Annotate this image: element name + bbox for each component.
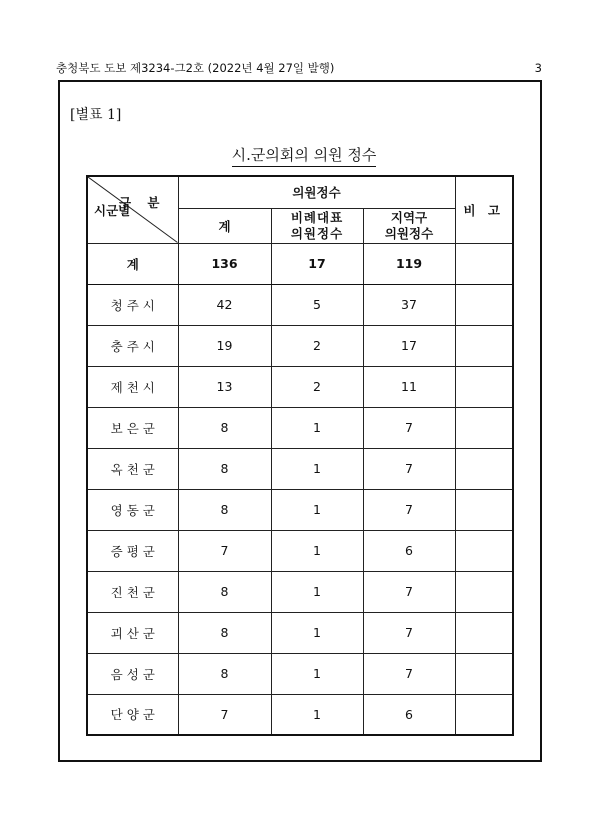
proportional-seats: 1 — [271, 530, 363, 571]
total-seats: 8 — [178, 612, 271, 653]
table-title — [0, 144, 608, 165]
proportional-seats: 1 — [271, 694, 363, 735]
table-row — [87, 284, 513, 325]
col-total-header: 계 — [178, 208, 271, 243]
total-row-district: 119 — [363, 243, 455, 284]
proportional-seats: 1 — [271, 653, 363, 694]
total-row — [87, 243, 513, 284]
remarks-cell — [455, 407, 513, 448]
remarks-header: 비 고 — [455, 176, 513, 243]
proportional-seats: 2 — [271, 366, 363, 407]
remarks-cell — [455, 366, 513, 407]
remarks-cell — [455, 489, 513, 530]
annex-label: [별표 1] — [70, 107, 122, 123]
total-seats: 8 — [178, 653, 271, 694]
total-seats: 8 — [178, 448, 271, 489]
district-seats: 6 — [363, 694, 455, 735]
proportional-seats: 1 — [271, 407, 363, 448]
table-row — [87, 366, 513, 407]
region-name: 진 천 군 — [87, 571, 178, 612]
remarks-cell — [455, 325, 513, 366]
total-row-proportional: 17 — [271, 243, 363, 284]
district-seats: 7 — [363, 448, 455, 489]
table-row — [87, 571, 513, 612]
district-seats: 7 — [363, 612, 455, 653]
page-number: 3 — [534, 61, 542, 75]
total-seats: 7 — [178, 530, 271, 571]
remarks-cell — [455, 571, 513, 612]
region-name: 영 동 군 — [87, 489, 178, 530]
table-row — [87, 653, 513, 694]
region-name: 증 평 군 — [87, 530, 178, 571]
district-seats: 6 — [363, 530, 455, 571]
table-title-text: 시.군의회의 의원 정수 — [232, 146, 377, 167]
region-name: 음 성 군 — [87, 653, 178, 694]
col-district-header: 지역구 의원정수 — [363, 208, 455, 243]
proportional-seats: 1 — [271, 571, 363, 612]
remarks-cell — [455, 530, 513, 571]
gazette-info: 충청북도 도보 제3234-그2호 (2022년 4월 27일 발행) — [56, 61, 335, 75]
district-seats: 7 — [363, 407, 455, 448]
total-row-total: 136 — [178, 243, 271, 284]
region-name: 제 천 시 — [87, 366, 178, 407]
table-row — [87, 694, 513, 735]
page-header — [56, 58, 542, 78]
total-row-label: 계 — [87, 243, 178, 284]
district-seats: 7 — [363, 571, 455, 612]
group-header-seats: 의원정수 — [178, 176, 455, 208]
proportional-seats: 1 — [271, 448, 363, 489]
table-row — [87, 325, 513, 366]
proportional-seats: 2 — [271, 325, 363, 366]
district-seats: 7 — [363, 489, 455, 530]
total-row-remarks — [455, 243, 513, 284]
region-name: 충 주 시 — [87, 325, 178, 366]
remarks-cell — [455, 284, 513, 325]
proportional-seats: 1 — [271, 612, 363, 653]
remarks-cell — [455, 694, 513, 735]
district-seats: 7 — [363, 653, 455, 694]
region-name: 괴 산 군 — [87, 612, 178, 653]
region-name: 옥 천 군 — [87, 448, 178, 489]
remarks-cell — [455, 612, 513, 653]
total-seats: 8 — [178, 571, 271, 612]
proportional-seats: 5 — [271, 284, 363, 325]
remarks-cell — [455, 653, 513, 694]
col-proportional-header: 비례대표 의원정수 — [271, 208, 363, 243]
table-row — [87, 448, 513, 489]
corner-top-label: 구 분 — [118, 195, 166, 210]
table-row — [87, 407, 513, 448]
region-name: 청 주 시 — [87, 284, 178, 325]
corner-header-cell — [87, 176, 178, 243]
table-row — [87, 489, 513, 530]
proportional-seats: 1 — [271, 489, 363, 530]
district-seats: 37 — [363, 284, 455, 325]
region-name: 보 은 군 — [87, 407, 178, 448]
district-seats: 11 — [363, 366, 455, 407]
total-seats: 8 — [178, 489, 271, 530]
total-seats: 7 — [178, 694, 271, 735]
total-seats: 19 — [178, 325, 271, 366]
total-seats: 8 — [178, 407, 271, 448]
table-row — [87, 612, 513, 653]
table-row — [87, 530, 513, 571]
region-name: 단 양 군 — [87, 694, 178, 735]
council-seats-table — [86, 175, 514, 736]
total-seats: 42 — [178, 284, 271, 325]
total-seats: 13 — [178, 366, 271, 407]
table-header-row-1 — [87, 176, 513, 208]
district-seats: 17 — [363, 325, 455, 366]
remarks-cell — [455, 448, 513, 489]
corner-bottom-label: 시군별 — [94, 202, 131, 218]
